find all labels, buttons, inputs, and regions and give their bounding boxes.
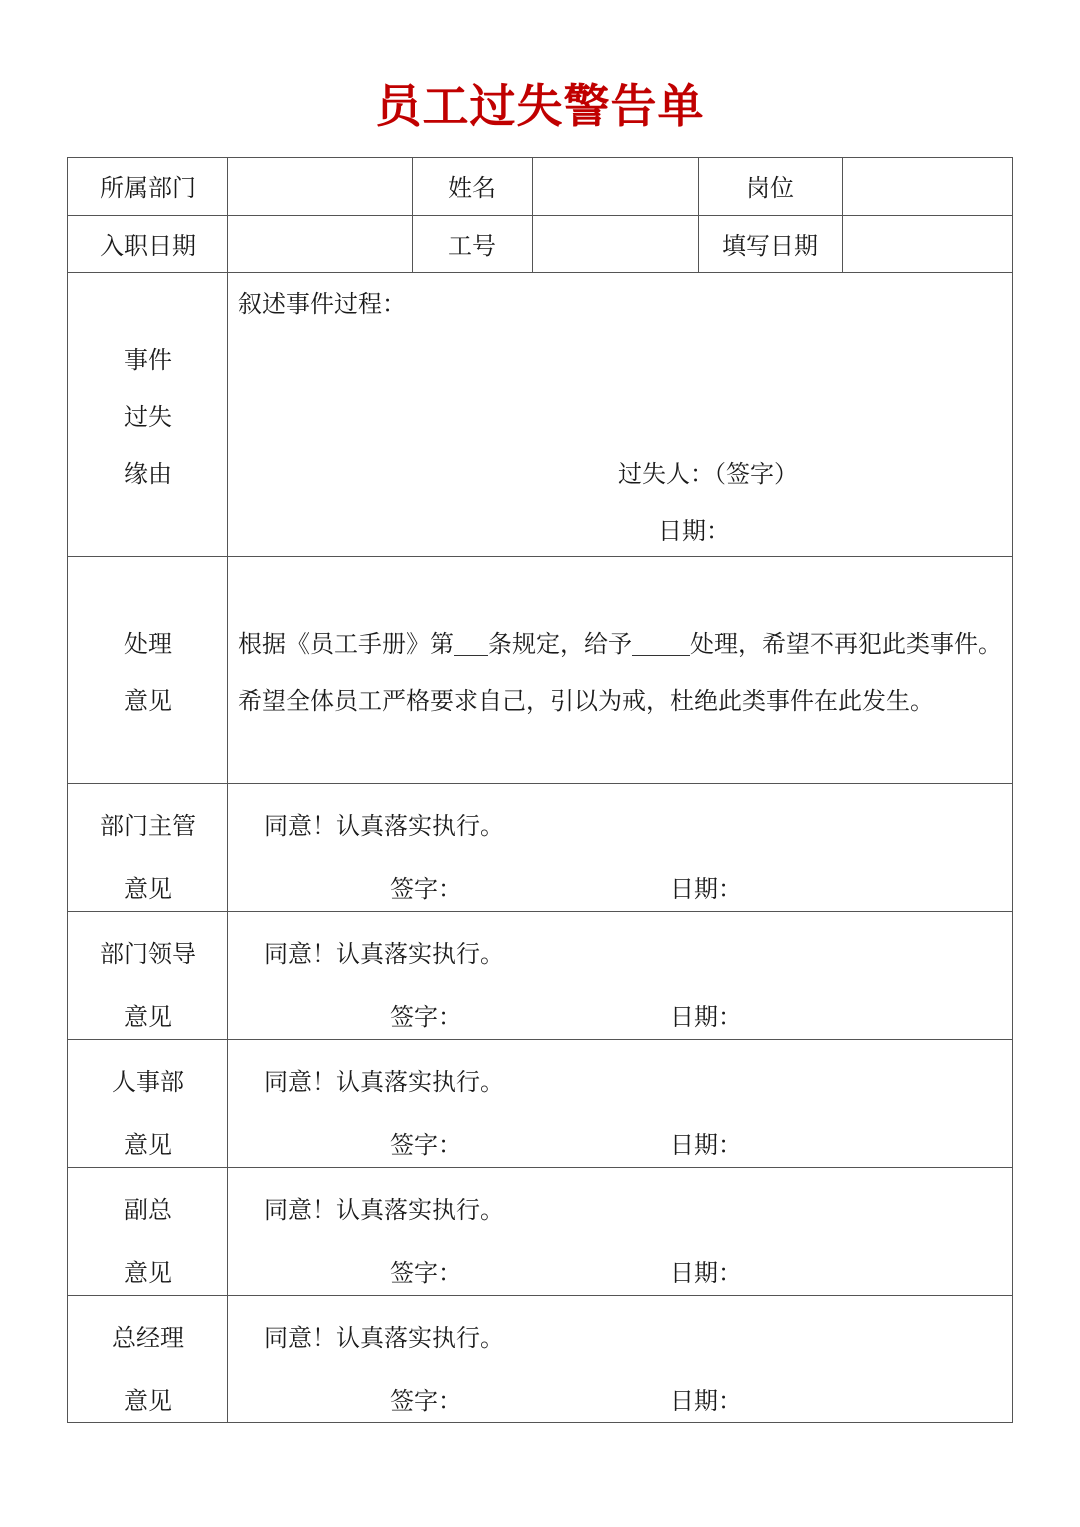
- row-divider: [68, 556, 1012, 557]
- approval-date-label: 日期：: [670, 1131, 742, 1159]
- incident-label-2: 过失: [124, 403, 172, 431]
- approval-opinion: 同意！认真落实执行。: [264, 1324, 504, 1352]
- fill-date-label: 填写日期: [722, 232, 818, 260]
- handling-text-part: 条规定，给予: [488, 630, 632, 658]
- approval-signature-label: 签字：: [390, 1387, 462, 1415]
- handling-text-line2: 希望全体员工严格要求自己，引以为戒，杜绝此类事件在此发生。: [238, 687, 934, 715]
- approval-signature-label: 签字：: [390, 1259, 462, 1287]
- dept-label: 所属部门: [100, 174, 196, 202]
- approval-label-sub: 意见: [124, 1131, 172, 1159]
- incident-description-area[interactable]: [233, 326, 1003, 446]
- approval-date-label: 日期：: [670, 1003, 742, 1031]
- incident-date-label: 日期：: [658, 517, 730, 545]
- approval-signature-label: 签字：: [390, 1003, 462, 1031]
- handling-label-1: 处理: [124, 630, 172, 658]
- approval-date-label: 日期：: [670, 1387, 742, 1415]
- approval-label: 人事部: [112, 1068, 184, 1096]
- approval-label-sub: 意见: [124, 875, 172, 903]
- approval-opinion: 同意！认真落实执行。: [264, 1068, 504, 1096]
- approval-date-label: 日期：: [670, 1259, 742, 1287]
- warning-form-table: [67, 157, 1013, 1423]
- approval-opinion: 同意！认真落实执行。: [264, 1196, 504, 1224]
- approval-label: 副总: [124, 1196, 172, 1224]
- approval-signature-label: 签字：: [390, 875, 462, 903]
- handling-label-2: 意见: [124, 687, 172, 715]
- approval-label: 部门领导: [100, 940, 196, 968]
- row-divider: [68, 1167, 1012, 1168]
- approval-label-sub: 意见: [124, 1003, 172, 1031]
- name-label: 姓名: [448, 174, 496, 202]
- approval-opinion: 同意！认真落实执行。: [264, 812, 504, 840]
- penalty-type-blank[interactable]: [632, 631, 690, 656]
- handling-text-line1: [238, 628, 1002, 660]
- incident-label-3: 缘由: [124, 460, 172, 488]
- position-label: 岗位: [746, 174, 794, 202]
- row-divider: [68, 1039, 1012, 1040]
- employee-id-field[interactable]: [533, 216, 698, 272]
- approval-signature-label: 签字：: [390, 1131, 462, 1159]
- article-number-blank[interactable]: [454, 631, 488, 656]
- hire-date-label: 入职日期: [100, 232, 196, 260]
- dept-field[interactable]: [228, 158, 412, 215]
- approval-label-sub: 意见: [124, 1259, 172, 1287]
- handling-text-part: 根据《员工手册》第: [238, 630, 454, 658]
- approval-date-label: 日期：: [670, 875, 742, 903]
- position-field[interactable]: [843, 158, 1012, 215]
- row-divider: [68, 911, 1012, 912]
- row-divider: [68, 272, 1012, 273]
- handling-text-part: 处理，希望不再犯此类事件。: [690, 630, 1002, 658]
- approval-label: 部门主管: [100, 812, 196, 840]
- form-title: 员工过失警告单: [375, 79, 705, 133]
- incident-label-1: 事件: [124, 346, 172, 374]
- employee-id-label: 工号: [448, 232, 496, 260]
- approval-opinion: 同意！认真落实执行。: [264, 940, 504, 968]
- row-divider: [68, 783, 1012, 784]
- approval-label-sub: 意见: [124, 1387, 172, 1415]
- approval-label: 总经理: [112, 1324, 184, 1352]
- incident-prompt: 叙述事件过程：: [238, 290, 406, 318]
- offender-signature-label: 过失人：（签字）: [618, 460, 798, 488]
- name-field[interactable]: [533, 158, 698, 215]
- row-divider: [68, 1295, 1012, 1296]
- fill-date-field[interactable]: [843, 216, 1012, 272]
- hire-date-field[interactable]: [228, 216, 412, 272]
